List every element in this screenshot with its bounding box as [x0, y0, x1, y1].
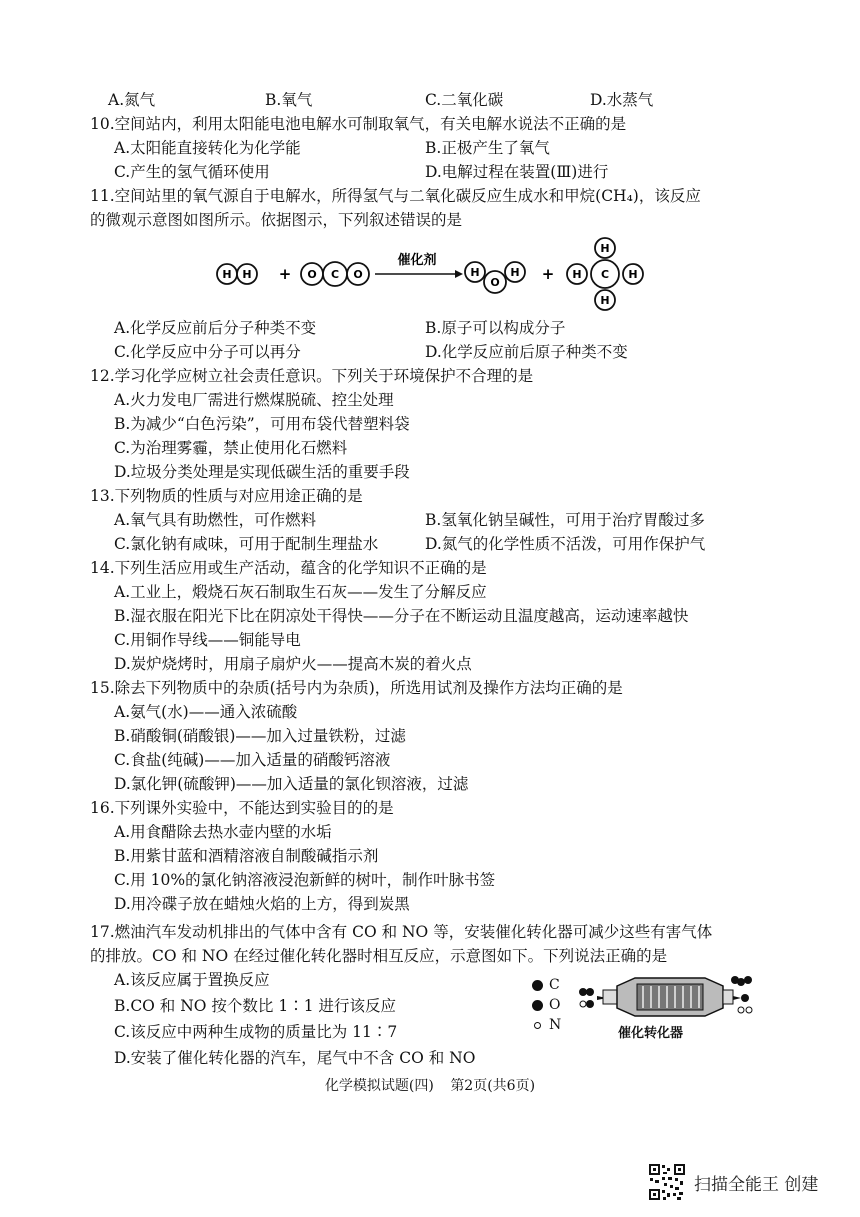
svg-text:O: O	[307, 268, 317, 281]
svg-text:H: H	[470, 266, 480, 279]
option-b: B.氧气	[265, 91, 313, 109]
q11-option-d: D.化学反应前后原子种类不变	[425, 343, 628, 361]
q15-option-c: C.食盐(纯碱)——加入适量的硝酸钙溶液	[114, 751, 391, 769]
svg-text:O: O	[490, 276, 500, 289]
option-a: A.氮气	[108, 91, 156, 109]
carbon-dioxide-molecule	[301, 262, 369, 286]
svg-text:催化剂: 催化剂	[397, 253, 437, 268]
legend-oxygen: O	[532, 995, 561, 1015]
svg-text:H: H	[572, 268, 582, 281]
question-10-stem: 10.空间站内，利用太阳能电池电解水可制取氧气，有关电解水说法不正确的是	[90, 115, 627, 133]
footer-title: 化学模拟试题(四)	[324, 1078, 434, 1094]
q14-option-b: B.湿衣服在阳光下比在阴凉处干得快——分子在不断运动且温度越高，运动速率越快	[114, 607, 689, 625]
q17-option-d: D.安装了催化转化器的汽车，尾气中不含 CO 和 NO	[114, 1049, 476, 1067]
question-11-stem-2: 的微观示意图如图所示。依据图示，下列叙述错误的是	[90, 211, 463, 229]
q11-option-b: B.原子可以构成分子	[425, 319, 566, 337]
legend-carbon: C	[532, 975, 561, 995]
q15-option-b: B.硝酸铜(硝酸银)——加入过量铁粉，过滤	[114, 727, 406, 745]
question-17-stem: 17.燃油汽车发动机排出的气体中含有 CO 和 NO 等，安装催化转化器可减少这些有害气体	[90, 923, 713, 941]
q17-option-c: C.该反应中两种生成物的质量比为 11∶7	[114, 1023, 398, 1041]
q11-option-a: A.化学反应前后分子种类不变	[114, 319, 317, 337]
atom-legend	[532, 975, 561, 1035]
page-footer	[0, 1075, 860, 1095]
q11-option-c: C.化学反应中分子可以再分	[114, 343, 301, 361]
q16-option-a: A.用食醋除去热水壶内壁的水垢	[114, 823, 332, 841]
q16-option-c: C.用 10%的氯化钠溶液浸泡新鲜的树叶，制作叶脉书签	[114, 871, 496, 889]
q14-option-d: D.炭炉烧烤时，用扇子扇炉火——提高木炭的着火点	[114, 655, 472, 673]
nitrogen-atom-icon	[534, 1022, 541, 1029]
svg-text:H: H	[242, 268, 252, 281]
option-c: C.二氧化碳	[425, 91, 504, 109]
option-d: D.水蒸气	[590, 91, 654, 109]
q10-option-c: C.产生的氢气循环使用	[114, 163, 270, 181]
methane-molecule	[567, 238, 643, 310]
svg-text:H: H	[510, 266, 520, 279]
q14-option-a: A.工业上，煅烧石灰石制取生石灰——发生了分解反应	[114, 583, 487, 601]
q10-option-a: A.太阳能直接转化为化学能	[114, 139, 301, 157]
reaction-arrow	[375, 252, 463, 278]
svg-text:H: H	[600, 294, 610, 307]
watermark-text: 扫描全能王 创建	[694, 1174, 819, 1195]
question-17-stem-2: 的排放。CO 和 NO 在经过催化转化器时相互反应，示意图如下。下列说法正确的是	[90, 947, 668, 965]
qr-code-icon	[648, 1163, 686, 1201]
q12-option-d: D.垃圾分类处理是实现低碳生活的重要手段	[114, 463, 410, 481]
scanner-watermark	[648, 1163, 818, 1201]
footer-page: 第2页(共6页)	[450, 1078, 536, 1094]
q13-option-d: D.氮气的化学性质不活泼，可用作保护气	[425, 535, 706, 553]
converter-label: 催化转化器	[618, 1026, 684, 1041]
q10-option-b: B.正极产生了氧气	[425, 139, 550, 157]
question-14-stem: 14.下列生活应用或生产活动，蕴含的化学知识不正确的是	[90, 559, 487, 577]
svg-text:+: +	[541, 265, 555, 283]
hydrogen-molecule	[217, 264, 257, 284]
q15-option-d: D.氯化钾(硫酸钾)——加入适量的氯化钡溶液，过滤	[114, 775, 469, 793]
q12-option-a: A.火力发电厂需进行燃煤脱硫、控尘处理	[114, 391, 394, 409]
reaction-diagram	[215, 236, 655, 316]
svg-text:C: C	[330, 268, 340, 281]
svg-text:H: H	[628, 268, 638, 281]
q16-option-b: B.用紫甘蓝和酒精溶液自制酸碱指示剂	[114, 847, 379, 865]
svg-text:O: O	[353, 268, 363, 281]
q16-option-d: D.用冷碟子放在蜡烛火焰的上方，得到炭黑	[114, 895, 410, 913]
q13-option-c: C.氯化钠有咸味，可用于配制生理盐水	[114, 535, 379, 553]
carbon-atom-icon	[532, 980, 543, 991]
q15-option-a: A.氨气(水)——通入浓硫酸	[114, 703, 298, 721]
question-12-stem: 12.学习化学应树立社会责任意识。下列关于环境保护不合理的是	[90, 367, 534, 385]
q17-option-a: A.该反应属于置换反应	[114, 971, 270, 989]
oxygen-atom-icon	[532, 1000, 543, 1011]
svg-text:H: H	[222, 268, 232, 281]
q17-option-b: B.CO 和 NO 按个数比 1∶1 进行该反应	[114, 997, 397, 1015]
question-11-stem: 11.空间站里的氧气源自于电解水，所得氢气与二氧化碳反应生成水和甲烷(CH₄)，该反应	[90, 187, 701, 205]
question-16-stem: 16.下列课外实验中，不能达到实验目的的是	[90, 799, 394, 817]
question-13-stem: 13.下列物质的性质与对应用途正确的是	[90, 487, 363, 505]
q14-option-c: C.用铜作导线——铜能导电	[114, 631, 301, 649]
question-15-stem: 15.除去下列物质中的杂质(括号内为杂质)，所选用试剂及操作方法均正确的是	[90, 679, 623, 697]
water-molecule	[465, 262, 525, 293]
q10-option-d: D.电解过程在装置(Ⅲ)进行	[425, 163, 609, 181]
svg-text:C: C	[600, 268, 610, 281]
q12-option-c: C.为治理雾霾，禁止使用化石燃料	[114, 439, 348, 457]
legend-nitrogen: N	[532, 1015, 561, 1035]
q12-option-b: B.为减少“白色污染”，可用布袋代替塑料袋	[114, 415, 410, 433]
svg-text:+: +	[278, 265, 292, 283]
q13-option-b: B.氢氧化钠呈碱性，可用于治疗胃酸过多	[425, 511, 705, 529]
q13-option-a: A.氧气具有助燃性，可作燃料	[114, 511, 317, 529]
svg-text:H: H	[600, 242, 610, 255]
